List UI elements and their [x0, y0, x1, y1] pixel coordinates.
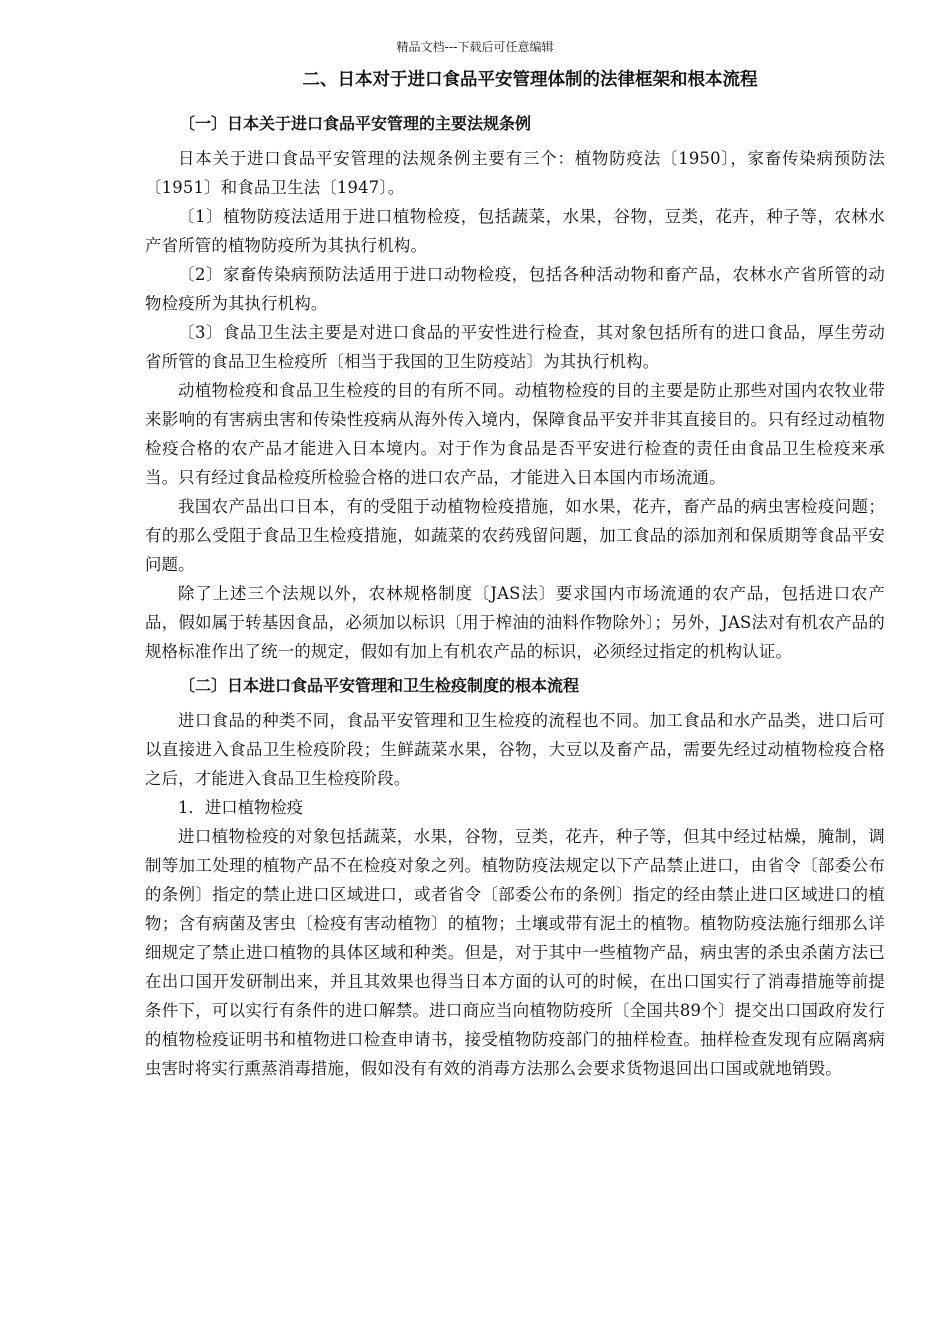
paragraph: 进口植物检疫的对象包括蔬菜，水果，谷物，豆类，花卉，种子等，但其中经过枯燥，腌制，调制等加工处理的植物产品不在检疫对象之列。植物防疫法规定以下产品禁止进口，由省令〔部委公布的条例〕指定的禁止进口区域进口，或者省令〔部委公布的条例〕指定的经由禁止进口区域进口的植物；含有病菌及害虫〔检疫有害动植物〕的植物；土壤或带有泥土的植物。植物防疫法施行细那么详细规定了禁止进口植物的具体区域和种类。但是，对于其中一些植物产品，病虫害的杀虫杀菌方法已在出口国开发研制出来，并且其效果也得当日本方面的认可的时候，在出口国实行了消毒措施等前提条件下，可以实行有条件的进口解禁。进口商应当向植物防疫所〔全国共89个〕提交出口国政府发行的植物检疫证明书和植物进口检查申请书，接受植物防疫部门的抽样检查。抽样检查发现有应隔离病虫害时将实行熏蒸消毒措施，假如没有有效的消毒方法那么会要求货物退回出口国或就地销毁。: [145, 827, 885, 1078]
section-heading-2: 〔二〕日本进口食品平安管理和卫生检疫制度的根本流程: [179, 676, 580, 695]
header-note: 精品文档---下载后可任意编辑: [396, 40, 554, 54]
paragraph: 〔2〕家畜传染病预防法适用于进口动物检疫，包括各种活动物和畜产品，农林水产省所管的动物检疫所为其执行机构。: [145, 265, 885, 313]
paragraph: 动植物检疫和食品卫生检疫的目的有所不同。动植物检疫的目的主要是防止那些对国内农牧业带来影响的有害病虫害和传染性疫病从海外传入境内，保障食品平安并非其直接目的。只有经过动植物检疫合格的农产品才能进入日本境内。对于作为食品是否平安进行检查的责任由食品卫生检疫来承当。只有经过食品检疫所检验合格的进口农产品，才能进入日本国内市场流通。: [145, 381, 885, 487]
paragraph: 日本关于进口食品平安管理的法规条例主要有三个：植物防疫法〔1950〕，家畜传染病预防法〔1951〕和食品卫生法〔1947〕。: [145, 149, 885, 197]
paragraph: 除了上述三个法规以外，农林规格制度〔JAS法〕要求国内市场流通的农产品，包括进口农产品，假如属于转基因食品，必须加以标识〔用于榨油的油料作物除外〕；另外，JAS法对有机农产品的规格标准作出了统一的规定，假如有加上有机农产品的标识，必须经过指定的机构认证。: [145, 584, 885, 661]
section-heading-1: 〔一〕日本关于进口食品平安管理的主要法规条例: [179, 114, 532, 133]
subheading: 1．进口植物检疫: [178, 798, 304, 817]
paragraph: 〔3〕食品卫生法主要是对进口食品的平安性进行检查，其对象包括所有的进口食品，厚生劳动省所管的食品卫生检疫所〔相当于我国的卫生防疫站〕为其执行机构。: [145, 323, 885, 371]
paragraph: 进口食品的种类不同，食品平安管理和卫生检疫的流程也不同。加工食品和水产品类，进口后可以直接进入食品卫生检疫阶段；生鲜蔬菜水果，谷物，大豆以及畜产品，需要先经过动植物检疫合格之后，才能进入食品卫生检疫阶段。: [145, 711, 885, 788]
document-title: 二、日本对于进口食品平安管理体制的法律框架和根本流程: [302, 70, 758, 90]
paragraph: 我国农产品出口日本，有的受阻于动植物检疫措施，如水果，花卉，畜产品的病虫害检疫问题；有的那么受阻于食品卫生检疫措施，如蔬菜的农药残留问题，加工食品的添加剂和保质期等食品平安问题。: [145, 497, 885, 574]
document-body: [145, 66, 885, 1083]
paragraph: 〔1〕植物防疫法适用于进口植物检疫，包括蔬菜，水果，谷物，豆类，花卉，种子等，农林水产省所管的植物防疫所为其执行机构。: [145, 207, 885, 255]
